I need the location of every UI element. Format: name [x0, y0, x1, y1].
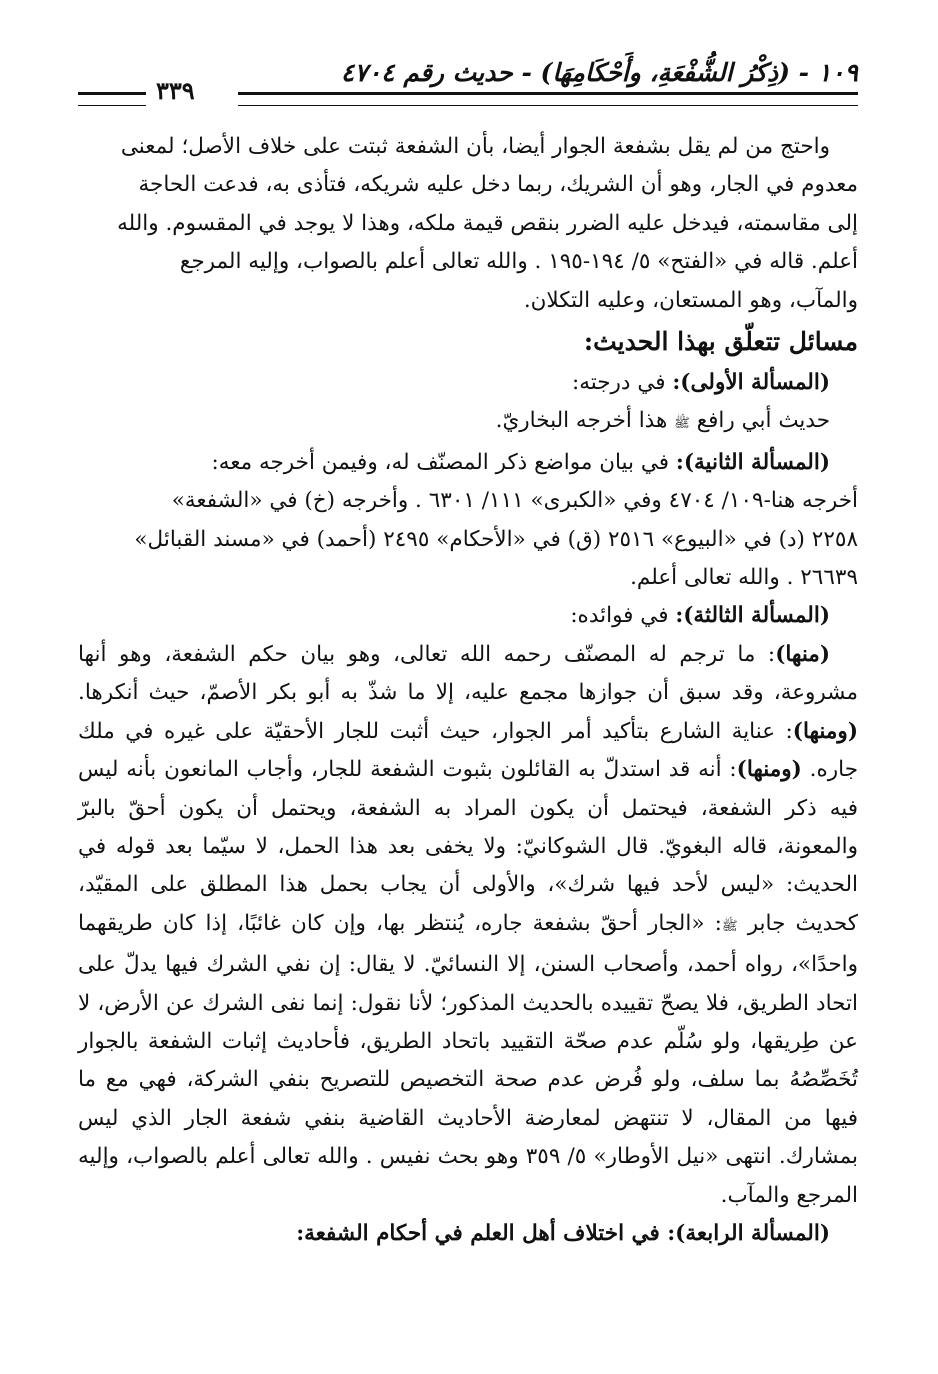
question-3-body — [78, 636, 858, 1215]
section-heading: مسائل تتعلّق بهذا الحديث: — [583, 327, 858, 357]
minha-label: (ومنها) — [792, 718, 858, 744]
paragraph-line: أعلم. قاله في «الفتح» ٥/ ١٩٤-١٩٥ . والله تعالى أعلم بالصواب، وإليه المرجع — [179, 249, 858, 275]
question-topic: في بيان مواضع ذكر المصنّف له، وفيمن أخرجه معه: — [211, 449, 676, 475]
minha-label: (ومنها) — [736, 757, 802, 783]
text-run: : «الجار أحقّ بشفعة جاره، يُنتظر بها، وإن كان غائبًا، إذا كان طريقهما واحدًا»، رواه أحمد، وأصحاب السنن، إلا النسائيّ. لا يقال: إن نفي الشرك فيها يدلّ على اتحاد الطريق، فلا يصحّ تقييده بالحديث المذكور؛ لأنا نقول: إنما نفى الشرك عن الأرض، لا عن طِريقها، ولو سُلّم عدم صحّة التقييد باتحاد الطريق، فأحاديث إثبات الشفعة بالجوار تُخَصِّصُهُ بما سلف، ولو فُرض عدم صحة التخصيص للتصريح بنفي الشركة، فهي مع ما فيها من المقال، لا تنتهض لمعارضة الأحاديث القاضية بنفي شفعة الجار الذي ليس بمشارك. انتهى «نيل الأوطار» ٥/ ٣٥٩ وهو بحث نفيس . والله تعالى أعلم بالصواب، وإليه المرجع والمآب. — [78, 910, 858, 1208]
paragraph-line: والمآب، وهو المستعان، وعليه التكلان. — [523, 287, 858, 313]
page-number: ٣٣٩ — [156, 76, 195, 105]
question-4 — [78, 1215, 858, 1253]
text-run: : ما ترجم له المصنّف رحمه الله تعالى، وهو بيان حكم الشفعة، وهو أنها مشروعة، وقد سبق أن جوازها مجمع عليه، إلا ما شذّ به أبو بكر الأصمّ، حيث أنكرها. — [78, 641, 858, 706]
question-1 — [78, 364, 858, 402]
text-run: : عناية الشارع بتأكيد أمر الجوار، حيث أثبت للجار الأحقيّة على غيره في ملك جاره. — [78, 718, 858, 783]
question-label: (المسألة الرابعة): — [667, 1220, 830, 1246]
question-topic: في اختلاف أهل العلم في أحكام الشفعة: — [296, 1220, 668, 1246]
paragraph-line: أخرجه هنا-١٠٩/ ٤٧٠٤ وفي «الكبرى» ١١١/ ٦٣٠١ . وأخرجه (خ) في «الشفعة» — [171, 488, 858, 514]
question-label: (المسألة الثالثة): — [675, 603, 830, 629]
page-body — [78, 128, 858, 1253]
header-rule-left — [78, 92, 146, 106]
minha-label: (منها) — [775, 641, 830, 667]
paragraph-line: ٢٦٦٣٩ . والله تعالى أعلم. — [630, 565, 858, 591]
running-header — [78, 58, 858, 106]
question-1-body — [78, 402, 858, 443]
paragraph-line: إلى مقاسمته، فيدخل عليه الضرر بنقص قيمة ملكه، وهذا لا يوجد في المقسوم. والله — [117, 210, 858, 236]
text-run: هذا أخرجه البخاريّ. — [495, 408, 675, 434]
paragraph-line: واحتج من لم يقل بشفعة الجوار أيضا، بأن الشفعة ثبتت على خلاف الأصل؛ لمعنى — [120, 134, 830, 159]
question-2 — [78, 444, 858, 482]
question-3 — [78, 597, 858, 635]
paragraph-line: ٢٢٥٨ (د) في «البيوع» ٢٥١٦ (ق) في «الأحكام» ٢٤٩٥ (أحمد) في «مسند القبائل» — [134, 526, 858, 552]
header-title: ١٠٩ - (ذِكْرُ الشُّفْعَةِ، وأَحْكَامِهَا) - حديث رقم ٤٧٠٤ — [340, 58, 858, 87]
question-topic: في درجته: — [572, 370, 673, 396]
text-run: : أنه قد استدلّ به القائلون بثبوت الشفعة للجار، وأجاب المانعون بأنه ليس فيه ذكر الشفعة، فيحتمل أن يكون المراد به الشفعة، ويحتمل أن يكون أحقّ بالبرّ والمعونة، قاله البغويّ. قال الشوكانيّ: ولا يخفى بعد هذا الحمل، لا سيّما بعد قوله في الحديث: «ليس لأحد فيها شرك»، والأولى أن يجاب بحمل هذا المطلق على المقيّد، كحديث جابر — [78, 757, 858, 936]
header-rule — [238, 92, 858, 106]
text-run: حديث أبي رافع — [689, 408, 830, 434]
paragraph-line: معدوم في الجار، وهو أن الشريك، ربما دخل عليه شريكه، فتأذى به، فدعت الحاجة — [138, 172, 858, 198]
salla-glyph: ﷺ — [721, 918, 738, 934]
question-label: (المسألة الثانية): — [675, 449, 830, 475]
question-topic: في فوائده: — [570, 603, 676, 629]
salla-glyph: ﷺ — [674, 416, 690, 432]
question-label: (المسألة الأولى): — [672, 370, 830, 396]
